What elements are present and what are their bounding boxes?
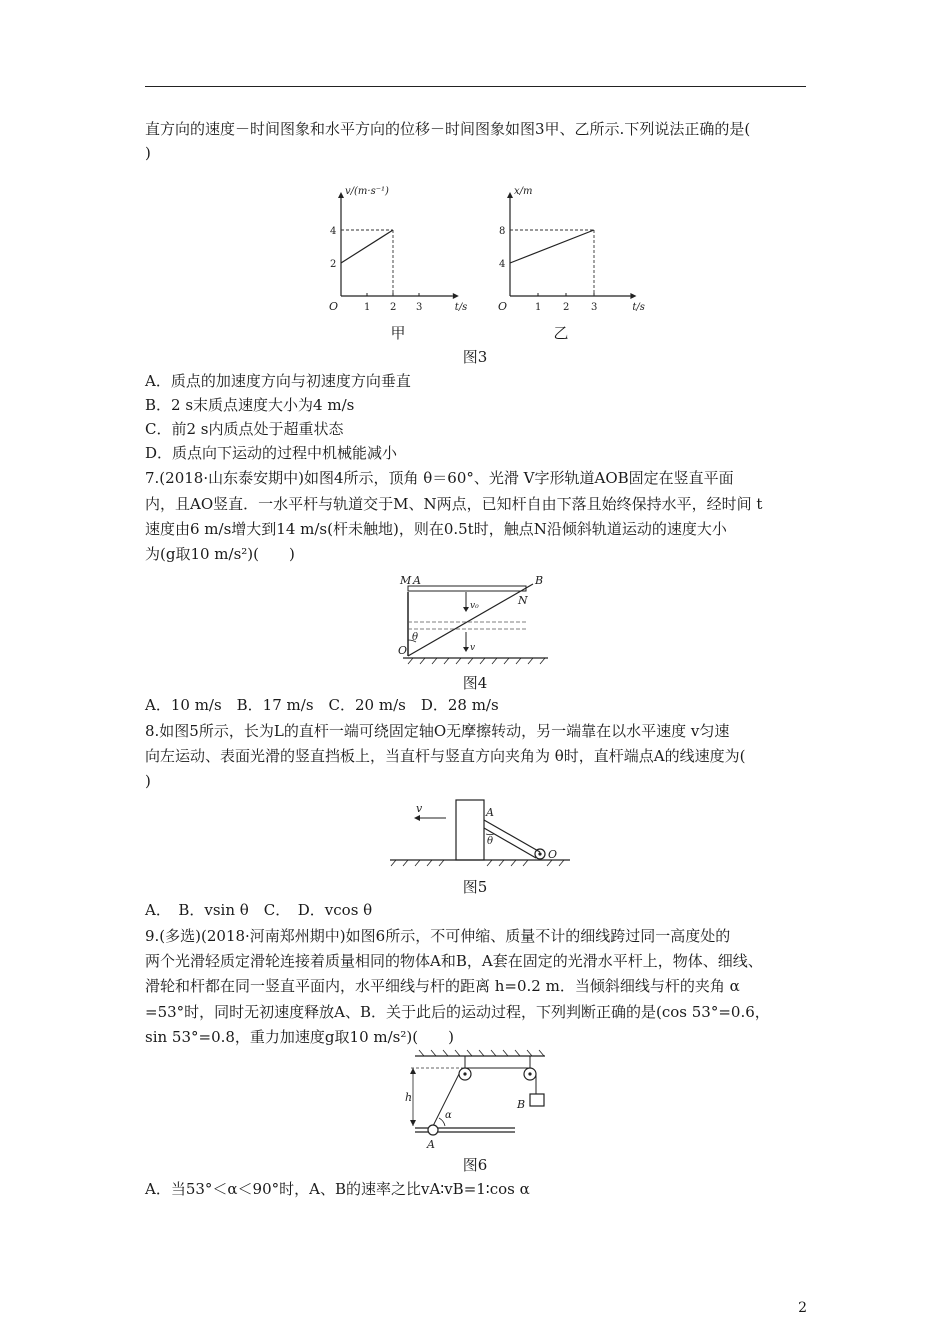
q9-option-a: A．当53°＜α＜90°时，A、B的速率之比vA∶vB=1∶cos α: [145, 1180, 530, 1198]
q8-line: 向左运动、表面光滑的竖直挡板上，当直杆与竖直方向夹角为 θ时，直杆端点A的线速度为(: [145, 747, 746, 765]
fig5-label-v: v: [416, 802, 423, 815]
q9-line: 9.(多选)(2018·河南郑州期中)如图6所示，不可伸缩、质量不计的细线跨过同一高度处的: [145, 927, 731, 945]
fig3-right-sublabel: 乙: [553, 324, 569, 342]
q7-options: A．10 m/s B．17 m/s C．20 m/s D．28 m/s: [145, 696, 499, 714]
fig3-left-x-tick-label: 3: [416, 302, 423, 313]
fig5-caption: 图5: [462, 878, 488, 896]
fig3-left-y-tick-label: 2: [330, 259, 337, 270]
fig4-label-v: v: [470, 643, 476, 653]
option-c: C．前2 s内质点处于超重状态: [145, 420, 344, 438]
q7-line: 为(g取10 m/s²)( ): [145, 545, 295, 563]
fig5-diagram: [388, 798, 573, 868]
fig4-caption: 图4: [462, 674, 488, 692]
fig6-label-a: A: [427, 1138, 435, 1151]
fig3-right-x-arrow: [630, 293, 636, 299]
option-d: D．质点向下运动的过程中机械能减小: [145, 444, 398, 462]
fig6-label-alpha: α: [445, 1110, 452, 1121]
q7-line: 内，且AO竖直．一水平杆与轨道交于M、N两点，已知杆自由下落且始终保持水平，经时间 t: [145, 495, 763, 513]
fig4-label-n: N: [518, 594, 528, 607]
fig6-caption: 图6: [462, 1156, 488, 1174]
page-number: 2: [798, 1300, 807, 1316]
fig3-right-x-tick-label: 1: [535, 302, 542, 313]
text-line: 直方向的速度－时间图象和水平方向的位移－时间图象如图3甲、乙所示.下列说法正确的是(: [145, 120, 751, 138]
fig3-right-x-tick-label: 3: [591, 302, 598, 313]
fig3-right-y-arrow: [507, 192, 513, 198]
fig3-right-x-tick-label: 2: [563, 302, 570, 313]
fig3-left-sublabel: 甲: [390, 324, 406, 342]
fig3-left-y-label: v/(m·s⁻¹): [345, 186, 389, 197]
fig5-label-o: O: [548, 848, 558, 861]
q9-line: 两个光滑轻质定滑轮连接着质量相同的物体A和B，A套在固定的光滑水平杆上，物体、细线、: [145, 952, 763, 970]
q7-line: 7.(2018·山东泰安期中)如图4所示，顶角 θ＝60°、光滑 V字形轨道AOB固定在竖直平面: [145, 469, 734, 487]
fig4-label-theta: θ: [412, 632, 419, 643]
option-b: B．2 s末质点速度大小为4 m/s: [145, 396, 355, 414]
fig4-label-o: O: [398, 644, 408, 657]
fig3-right-x-label: t/s: [632, 302, 645, 313]
fig3-left-series-line: [341, 230, 393, 263]
fig3-left-x-label: t/s: [454, 302, 468, 313]
fig3-right-origin-label: O: [498, 300, 508, 313]
q9-line: =53°时，同时无初速度释放A、B．关于此后的运动过程，下列判断正确的是(cos 53°=0.6，: [145, 1003, 770, 1021]
fig3-left-x-arrow: [453, 293, 459, 299]
fig3-right-y-tick-label: 4: [499, 259, 506, 270]
q7-line: 速度由6 m/s增大到14 m/s(杆未触地)，则在0.5t时，触点N沿倾斜轨道运动的速度大小: [145, 520, 727, 538]
q8-options: A． B．vsin θ C． D．vcos θ: [145, 901, 373, 919]
fig4-label-a: A: [413, 574, 421, 587]
fig4-diagram: [398, 574, 558, 659]
q8-line: ): [145, 772, 151, 790]
q9-line: sin 53°=0.8，重力加速度g取10 m/s²)( ): [145, 1028, 454, 1046]
fig6-label-h: h: [405, 1091, 413, 1104]
fig3-left-x-tick-label: 1: [364, 302, 371, 313]
fig3-right-y-label: x/m: [514, 186, 533, 197]
fig5-label-theta: θ: [487, 836, 494, 847]
fig3-left-y-arrow: [338, 192, 344, 198]
option-a: A．质点的加速度方向与初速度方向垂直: [145, 372, 411, 390]
fig5-label-a: A: [486, 806, 494, 819]
fig6-diagram: [405, 1050, 555, 1150]
fig3-right-y-tick-label: 8: [499, 226, 506, 237]
fig3-left-origin-label: O: [329, 300, 339, 313]
header-rule: [145, 86, 806, 87]
fig3-caption: 图3: [462, 348, 488, 366]
fig6-label-b: B: [517, 1098, 526, 1111]
fig4-label-b: B: [535, 574, 544, 587]
fig3-right-series-line: [510, 230, 594, 263]
fig4-label-v0: v₀: [470, 601, 479, 611]
fig3-left-y-tick-label: 4: [330, 226, 337, 237]
fig4-label-m: M: [400, 574, 412, 587]
q8-line: 8.如图5所示，长为L的直杆一端可绕固定轴O无摩擦转动，另一端靠在以水平速度 v匀速: [145, 722, 730, 740]
fig3-left-chart: [315, 178, 468, 328]
fig3-right-chart: [488, 178, 645, 328]
fig3-left-x-tick-label: 2: [390, 302, 397, 313]
q9-line: 滑轮和杆都在同一竖直平面内，水平细线与杆的距离 h=0.2 m．当倾斜细线与杆的夹角 α: [145, 977, 740, 995]
text-line: ): [145, 144, 151, 162]
